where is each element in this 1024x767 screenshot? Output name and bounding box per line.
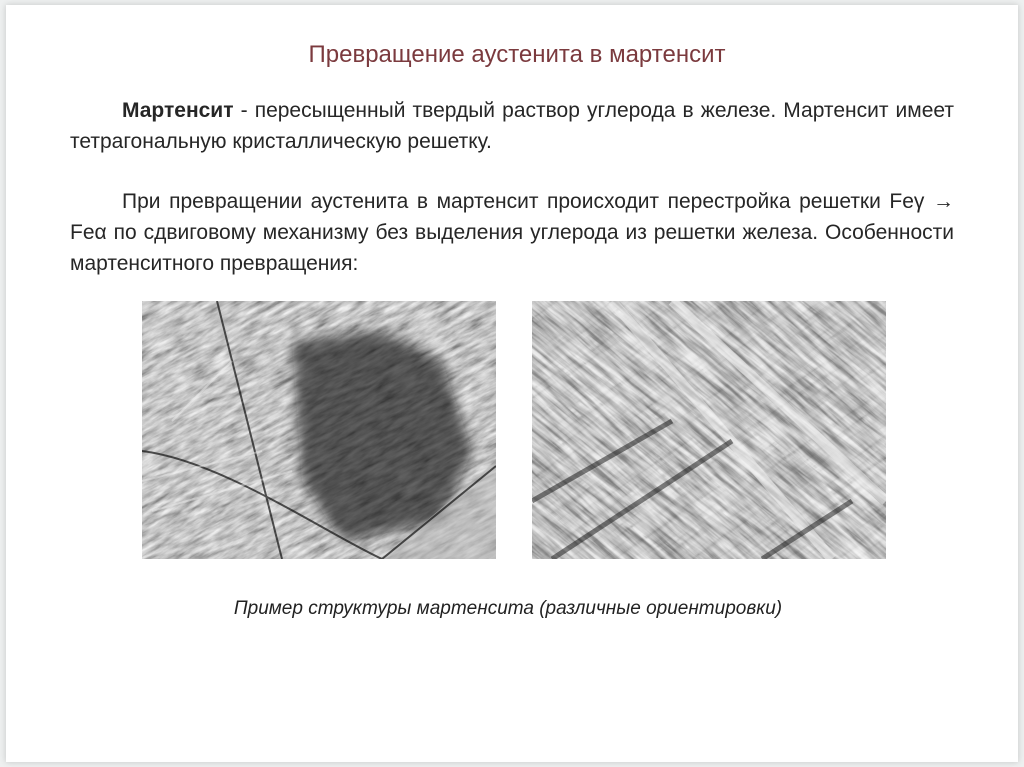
definition-text: - пересыщенный твердый раствор углерода в железе. Мартенсит имеет тетрагональную кристаллическую решетку. <box>70 99 954 153</box>
figure-caption: Пример структуры мартенсита (различные ориентировки) <box>233 598 783 619</box>
martensite-micrograph-2 <box>532 301 886 559</box>
definition-paragraph <box>70 95 954 157</box>
slide-title: Превращение аустенита в мартенсит <box>308 41 726 68</box>
slide <box>6 5 1018 762</box>
martensite-micrograph-1 <box>142 301 496 559</box>
transformation-paragraph: При превращении аустенита в мартенсит происходит перестройка решетки Feγ → Feα по сдвиговому механизму без выделения углерода из решетки железа. Особенности мартенситного превращения: <box>70 190 954 275</box>
term-martensite: Мартенсит <box>122 99 234 122</box>
